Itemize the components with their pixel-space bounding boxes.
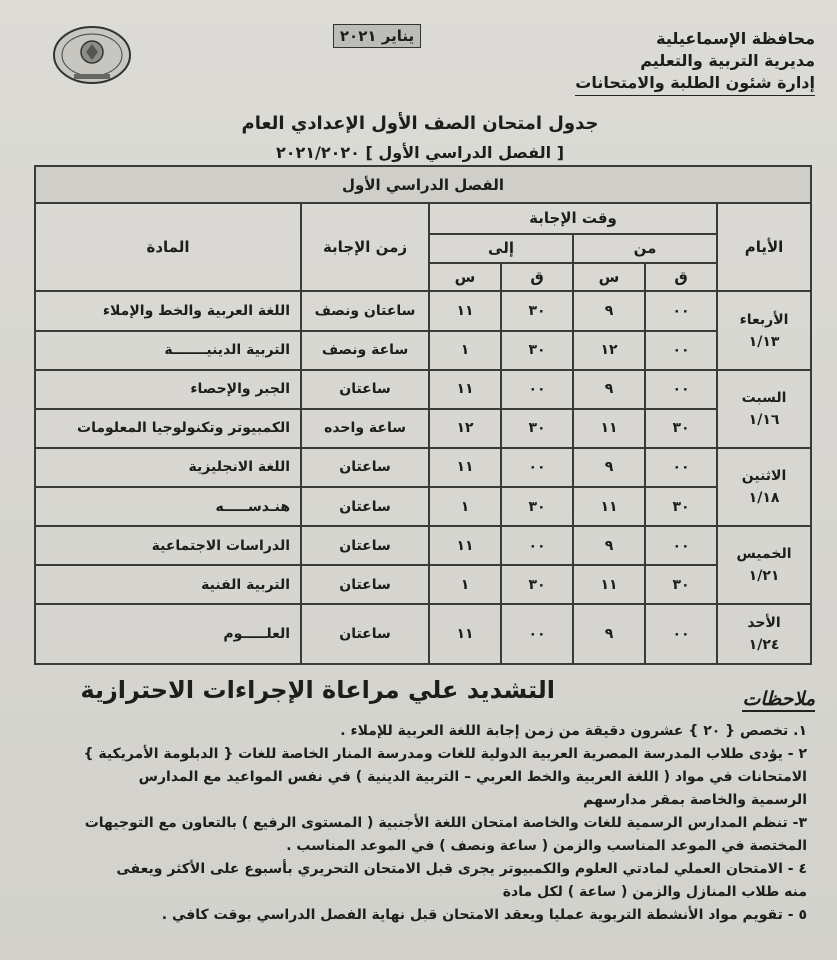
from-minute: ٠٠ [645,370,717,409]
day-name: الأربعاء [739,311,789,328]
date-label: يناير ٢٠٢١ [333,24,421,48]
table-row [35,526,811,565]
day-name: الخميس [736,546,792,563]
subject-header: المادة [35,203,301,291]
to-minute: ٠٠ [501,604,573,664]
from-minute: ٠٠ [645,604,717,664]
from-minute: ٠٠ [645,331,717,370]
day-name: الأحد [747,615,781,632]
to-hour: ١١ [429,604,501,664]
day-cell [717,448,811,526]
duration: ساعتان [301,526,429,565]
from-minute: ٠٠ [645,526,717,565]
note-line: منه طلاب المنازل والزمن ( ساعة ) لكل مادة [502,884,807,900]
department-line: إدارة شئون الطلبة والامتحانات [575,72,815,96]
from-hour-header: س [573,263,645,292]
notes-label: ملاحظات [742,688,815,710]
to-hour: ١ [429,487,501,526]
directorate-line: مديرية التربية والتعليم [640,51,815,70]
duration-header: زمن الإجابة [301,203,429,291]
day-cell [717,604,811,664]
duration: ساعة ونصف [301,331,429,370]
from-minute: ٣٠ [645,409,717,448]
note-line: ٤ - الامتحان العملي لمادتي العلوم والكمبيوتر يجرى قبل الامتحان التحريري بأسبوع على الأكثر ويعفى [116,861,807,877]
to-hour-header: س [429,263,501,292]
to-hour: ١١ [429,526,501,565]
to-minute: ٠٠ [501,448,573,487]
ministry-seal-icon [52,24,132,86]
day-date: ١/١٦ [748,411,780,428]
page-title: جدول امتحان الصف الأول الإعدادي العام [241,113,599,134]
duration: ساعة واحده [301,409,429,448]
from-minute-header: ق [645,263,717,292]
table-row [35,604,811,664]
day-date: ١/١٨ [748,489,780,506]
to-minute: ٣٠ [501,291,573,330]
subject: التربية الفنية [35,565,301,604]
duration: ساعتان [301,565,429,604]
to-hour: ١ [429,331,501,370]
from-hour: ١١ [573,565,645,604]
day-cell [717,291,811,369]
to-hour: ١١ [429,291,501,330]
table-row [35,409,811,448]
note-line: ٥ - تقويم مواد الأنشطة التربوية عمليا ويعقد الامتحان قبل نهاية الفصل الدراسي بوقت كافي . [161,907,807,923]
term-title: الفصل الدراسي الأول [35,166,811,203]
from-minute: ٣٠ [645,487,717,526]
day-name: السبت [741,389,787,406]
to-minute: ٠٠ [501,526,573,565]
from-hour: ١٢ [573,331,645,370]
duration: ساعتان [301,370,429,409]
duration: ساعتان [301,448,429,487]
answer-time-header: وقت الإجابة [429,203,717,234]
table-row [35,291,811,330]
to-hour: ١٢ [429,409,501,448]
day-date: ١/١٣ [748,333,780,350]
table-row [35,370,811,409]
subject: اللغة العربية والخط والإملاء [35,291,301,330]
from-hour: ١١ [573,409,645,448]
governorate-line: محافظة الإسماعيلية [656,29,815,48]
days-header: الأيام [717,203,811,291]
from-hour: ٩ [573,526,645,565]
note-line: الامتحانات في مواد ( اللغة العربية والخط العربي – التربية الدينية ) في نفس المواعيد مع المدارس [138,769,807,785]
to-hour: ١ [429,565,501,604]
duration: ساعتان [301,604,429,664]
subject: العلـــــوم [35,604,301,664]
day-cell [717,370,811,448]
from-hour: ٩ [573,448,645,487]
from-hour: ١١ [573,487,645,526]
from-hour: ٩ [573,604,645,664]
table-row [35,448,811,487]
to-hour: ١١ [429,448,501,487]
notes-list [17,720,807,927]
table-row [35,487,811,526]
from-hour: ٩ [573,370,645,409]
to-hour: ١١ [429,370,501,409]
subject: الكمبيوتر وتكنولوجيا المعلومات [35,409,301,448]
duration: ساعتان ونصف [301,291,429,330]
subject: اللغة الانجليزية [35,448,301,487]
page-subtitle: [ الفصل الدراسي الأول ] ٢٠٢١/٢٠٢٠ [275,143,565,162]
note-line: الرسمية والخاصة بمقر مدارسهم [583,792,807,808]
to-minute-header: ق [501,263,573,292]
note-line: ٣- تنظم المدارس الرسمية للغات والخاصة امتحان اللغة الأجنبية ( المستوى الرفيع ) بالتعاون مع التوجيهات [84,815,807,831]
to-minute: ٠٠ [501,370,573,409]
day-name: الاثنين [741,467,787,484]
to-minute: ٣٠ [501,409,573,448]
day-date: ١/٢١ [748,568,780,585]
from-hour: ٩ [573,291,645,330]
to-minute: ٣٠ [501,331,573,370]
header-authority [575,28,815,96]
duration: ساعتان [301,487,429,526]
from-header: من [573,234,717,263]
precautions-emphasis: التشديد علي مراعاة الإجراءات الاحترازية [80,676,555,704]
from-minute: ٠٠ [645,291,717,330]
subject: هنـدســـــه [35,487,301,526]
exam-schedule-table [34,165,812,665]
note-line: ٢ - يؤدى طلاب المدرسة المصرية العربية الدولية للغات ومدرسة المنار الخاصة للغات { الدبلومة الأمريكية } [83,746,807,762]
note-line: ١. تخصص { ٢٠ } عشرون دقيقة من زمن إجابة اللغة العربية للإملاء . [340,723,807,739]
to-minute: ٣٠ [501,565,573,604]
table-row [35,331,811,370]
to-minute: ٣٠ [501,487,573,526]
from-minute: ٠٠ [645,448,717,487]
note-line: المختصة في الموعد المناسب والزمن ( ساعة ونصف ) في الموعد المناسب . [286,838,807,854]
subject: الدراسات الاجتماعية [35,526,301,565]
day-cell [717,526,811,604]
subject: التربية الدينيـــــــة [35,331,301,370]
from-minute: ٣٠ [645,565,717,604]
table-row [35,565,811,604]
subject: الجبر والإحصاء [35,370,301,409]
day-date: ١/٢٤ [748,637,780,654]
to-header: إلى [429,234,573,263]
